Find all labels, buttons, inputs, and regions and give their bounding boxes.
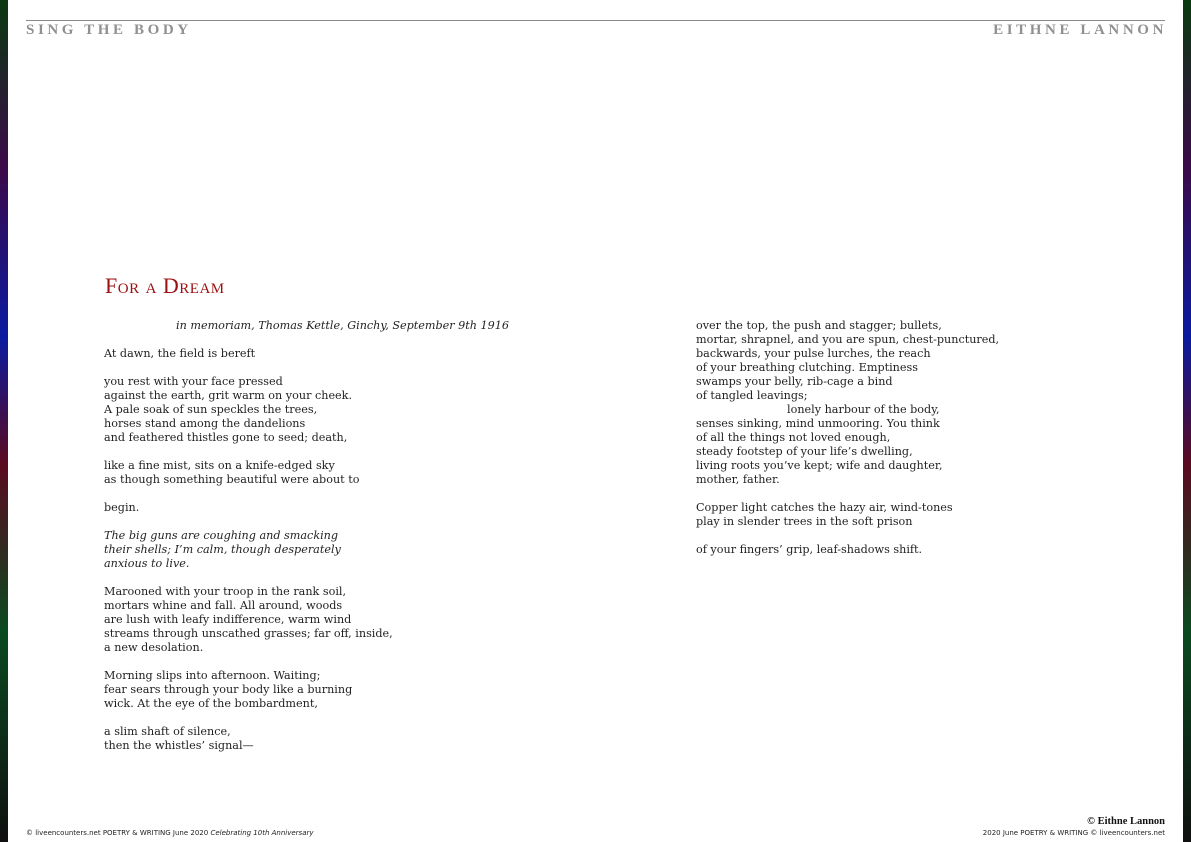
poem-line: mother, father. — [696, 473, 780, 486]
stanza-gap — [104, 361, 544, 375]
poem-line: over the top, the push and stagger; bullets, — [696, 319, 942, 332]
stanza-gap — [104, 655, 544, 669]
poem-line: horses stand among the dandelions — [104, 417, 306, 430]
footer-left-text: © liveencounters.net POETRY & WRITING June 2020 — [26, 829, 209, 837]
poem-line: you rest with your face pressed — [104, 375, 283, 388]
poem-line: of your breathing clutching. Emptiness — [696, 361, 918, 374]
poem-line: Morning slips into afternoon. Waiting; — [104, 669, 321, 682]
poem-line: living roots you’ve kept; wife and daughter, — [696, 459, 943, 472]
poem-line: Copper light catches the hazy air, wind-tones — [696, 501, 953, 514]
poem-line: lonely harbour of the body, — [787, 403, 940, 416]
poem-line: streams through unscathed grasses; far off, inside, — [104, 627, 393, 640]
poem-line: a slim shaft of silence, — [104, 725, 231, 738]
poem-line: anxious to live. — [104, 557, 190, 570]
poem-line: wick. At the eye of the bombardment, — [104, 697, 318, 710]
poem-line: The big guns are coughing and smacking — [104, 529, 339, 542]
poem-lines-left — [104, 347, 544, 753]
footer-right: 2020 June POETRY & WRITING © liveencounters.net — [982, 829, 1165, 837]
poem-dedication: in memoriam, Thomas Kettle, Ginchy, September 9th 1916 — [176, 319, 510, 332]
poem-line: of your fingers’ grip, leaf-shadows shift. — [696, 543, 923, 556]
copyright-author: © Eithne Lannon — [1087, 816, 1165, 827]
stanza-gap — [104, 487, 544, 501]
stanza-gap — [104, 571, 544, 585]
poem-title: For a Dream — [105, 273, 225, 298]
poem-line: begin. — [104, 501, 140, 514]
header-rule — [26, 20, 1165, 21]
poem-line: play in slender trees in the soft prison — [696, 515, 913, 528]
stanza-gap — [104, 445, 544, 459]
poem-column-right — [696, 319, 1136, 557]
header-book-title: SING THE BODY — [26, 22, 192, 38]
poem-line: mortar, shrapnel, and you are spun, chest-punctured, — [696, 333, 1000, 346]
stanza-gap — [696, 529, 1136, 543]
poem-line: mortars whine and fall. All around, woods — [104, 599, 343, 612]
stanza-gap — [104, 711, 544, 725]
poem-line: as though something beautiful were about to — [104, 473, 360, 486]
stanza-gap — [104, 515, 544, 529]
poem-line: Marooned with your troop in the rank soil, — [104, 585, 347, 598]
poem-line: A pale soak of sun speckles the trees, — [104, 403, 318, 416]
poem-line: of all the things not loved enough, — [696, 431, 891, 444]
stanza-gap — [696, 487, 1136, 501]
header-author: EITHNE LANNON — [993, 22, 1167, 38]
poem-line: a new desolation. — [104, 641, 204, 654]
poem-line: are lush with leafy indifference, warm wind — [104, 613, 352, 626]
poem-line: At dawn, the field is bereft — [104, 347, 256, 360]
poem-column-left — [104, 319, 544, 753]
poem-lines-right — [696, 319, 1136, 557]
poem-line: swamps your belly, rib-cage a bind — [696, 375, 893, 388]
poem-line: their shells; I’m calm, though desperately — [104, 543, 341, 556]
poem-line: backwards, your pulse lurches, the reach — [696, 347, 931, 360]
poem-line: like a fine mist, sits on a knife-edged sky — [104, 459, 335, 472]
poem-line: senses sinking, mind unmooring. You think — [696, 417, 940, 430]
stanza-gap — [104, 333, 544, 347]
footer-anniversary: Celebrating 10th Anniversary — [210, 829, 314, 837]
poem-line: against the earth, grit warm on your cheek. — [104, 389, 353, 402]
poem-line: then the whistles’ signal— — [104, 739, 254, 752]
poem-line: of tangled leavings; — [696, 389, 808, 402]
poem-line: and feathered thistles gone to seed; death, — [104, 431, 348, 444]
footer-left — [26, 829, 314, 837]
poem-line: steady footstep of your life’s dwelling, — [696, 445, 913, 458]
poem-line: fear sears through your body like a burning — [104, 683, 353, 696]
page — [8, 0, 1183, 842]
